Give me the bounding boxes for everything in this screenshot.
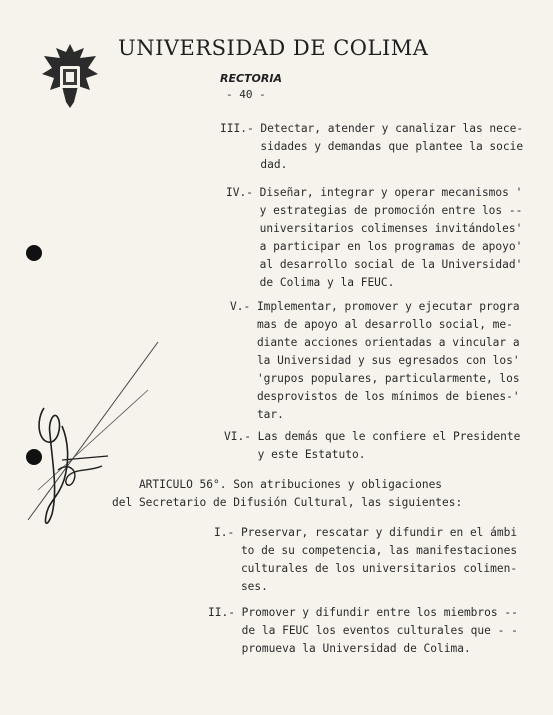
list-item-iv: IV.- Diseñar, integrar y operar mecanismos ' y estrategias de promoción entre los -- universitarios colimenses invitándoles' a participar en los programas de apoyo' al desarrollo social de la Universidad' de Colima y la FEUC. [226,186,523,289]
university-crest-logo [40,40,100,112]
binder-hole-top [26,245,42,261]
sub-item-i: I.- Preservar, rescatar y difundir en el ámbi to de su competencia, las manifestaciones culturales de los universitarios colimen- ses. [214,526,518,593]
page-number: - 40 - [226,88,266,101]
university-title: UNIVERSIDAD DE COLIMA [118,36,429,60]
handwritten-signature [18,330,168,540]
list-item-v: V.- Implementar, promover y ejecutar progra mas de apoyo al desarrollo social, me- diante acciones orientadas a vincular a la Universidad y sus egresados con los' 'grupos populares, particularmente, los desprovistos de los mínimos de bienes-' tar. [230,300,520,421]
office-label: RECTORIA [220,72,282,85]
list-item-iii: III.- Detectar, atender y canalizar las nece- sidades y demandas que plantee la socie dad. [220,122,524,171]
sub-item-ii: II.- Promover y difundir entre los miembros -- de la FEUC los eventos culturales que - - promueva la Universidad de Colima. [208,606,518,655]
list-item-vi: VI.- Las demás que le confiere el Presidente y este Estatuto. [224,430,521,461]
article-56-paragraph: ARTICULO 56°. Son atribuciones y obligaciones del Secretario de Difusión Cultural, las siguientes: [112,478,463,509]
